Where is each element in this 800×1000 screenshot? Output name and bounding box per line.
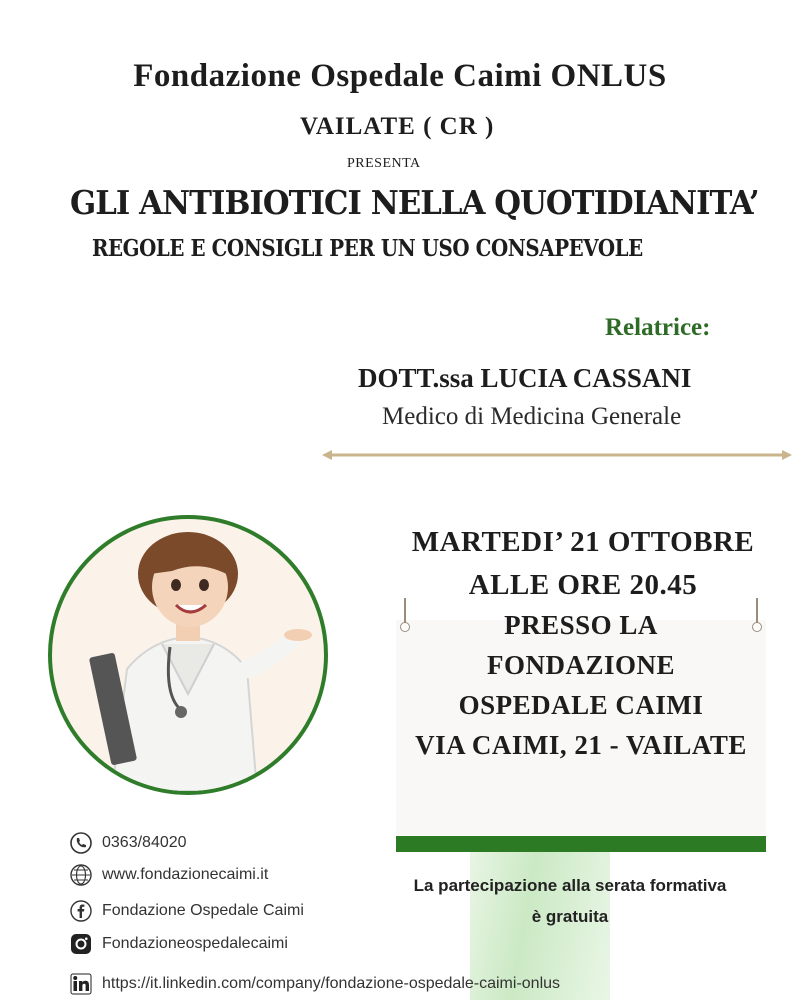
facebook-icon — [70, 900, 92, 922]
venue-line-2: FONDAZIONE — [486, 650, 675, 680]
organization-title: Fondazione Ospedale Caimi ONLUS — [133, 58, 667, 94]
venue-address — [396, 605, 766, 765]
contact-instagram[interactable] — [70, 931, 288, 957]
venue-line-1: PRESSO LA — [504, 610, 658, 640]
event-date: MARTEDI’ 21 OTTOBRE — [411, 526, 755, 558]
event-subtitle: REGOLE E CONSIGLI PER UN USO CONSAPEVOLE — [92, 235, 643, 262]
event-time: ALLE ORE 20.45 — [468, 569, 698, 601]
event-schedule — [398, 521, 768, 607]
green-bar — [396, 836, 766, 852]
globe-icon — [70, 864, 92, 886]
facebook-page[interactable]: Fondazione Ospedale Caimi — [102, 902, 304, 919]
speaker-name: DOTT.ssa LUCIA CASSANI — [358, 363, 692, 393]
contact-linkedin[interactable] — [70, 971, 560, 997]
instagram-icon — [70, 933, 92, 955]
contact-phone[interactable] — [70, 830, 187, 856]
website-link[interactable]: www.fondazionecaimi.it — [102, 866, 269, 883]
speaker-role: Medico di Medicina Generale — [382, 403, 682, 430]
phone-icon — [70, 832, 92, 854]
contact-facebook[interactable] — [70, 898, 304, 924]
event-title: GLI ANTIBIOTICI NELLA QUOTIDIANITA’ — [70, 183, 759, 222]
organization-city: VAILATE ( CR ) — [300, 113, 495, 140]
free-participation-note — [380, 870, 760, 932]
presents-label: PRESENTA — [347, 156, 421, 171]
note-line-2: è gratuita — [531, 907, 609, 926]
linkedin-icon — [70, 973, 92, 995]
ornamental-divider — [322, 448, 792, 462]
doctor-illustration — [48, 515, 328, 795]
contact-website[interactable] — [70, 862, 268, 888]
note-line-1: La partecipazione alla serata formativa — [413, 876, 727, 895]
venue-line-4: VIA CAIMI, 21 - VAILATE — [415, 730, 747, 760]
instagram-handle[interactable]: Fondazioneospedalecaimi — [102, 935, 288, 952]
speaker-label: Relatrice: — [605, 314, 711, 341]
phone-number: 0363/84020 — [102, 834, 187, 851]
venue-line-3: OSPEDALE CAIMI — [458, 690, 704, 720]
linkedin-url[interactable]: https://it.linkedin.com/company/fondazione-ospedale-caimi-onlus — [102, 975, 561, 992]
